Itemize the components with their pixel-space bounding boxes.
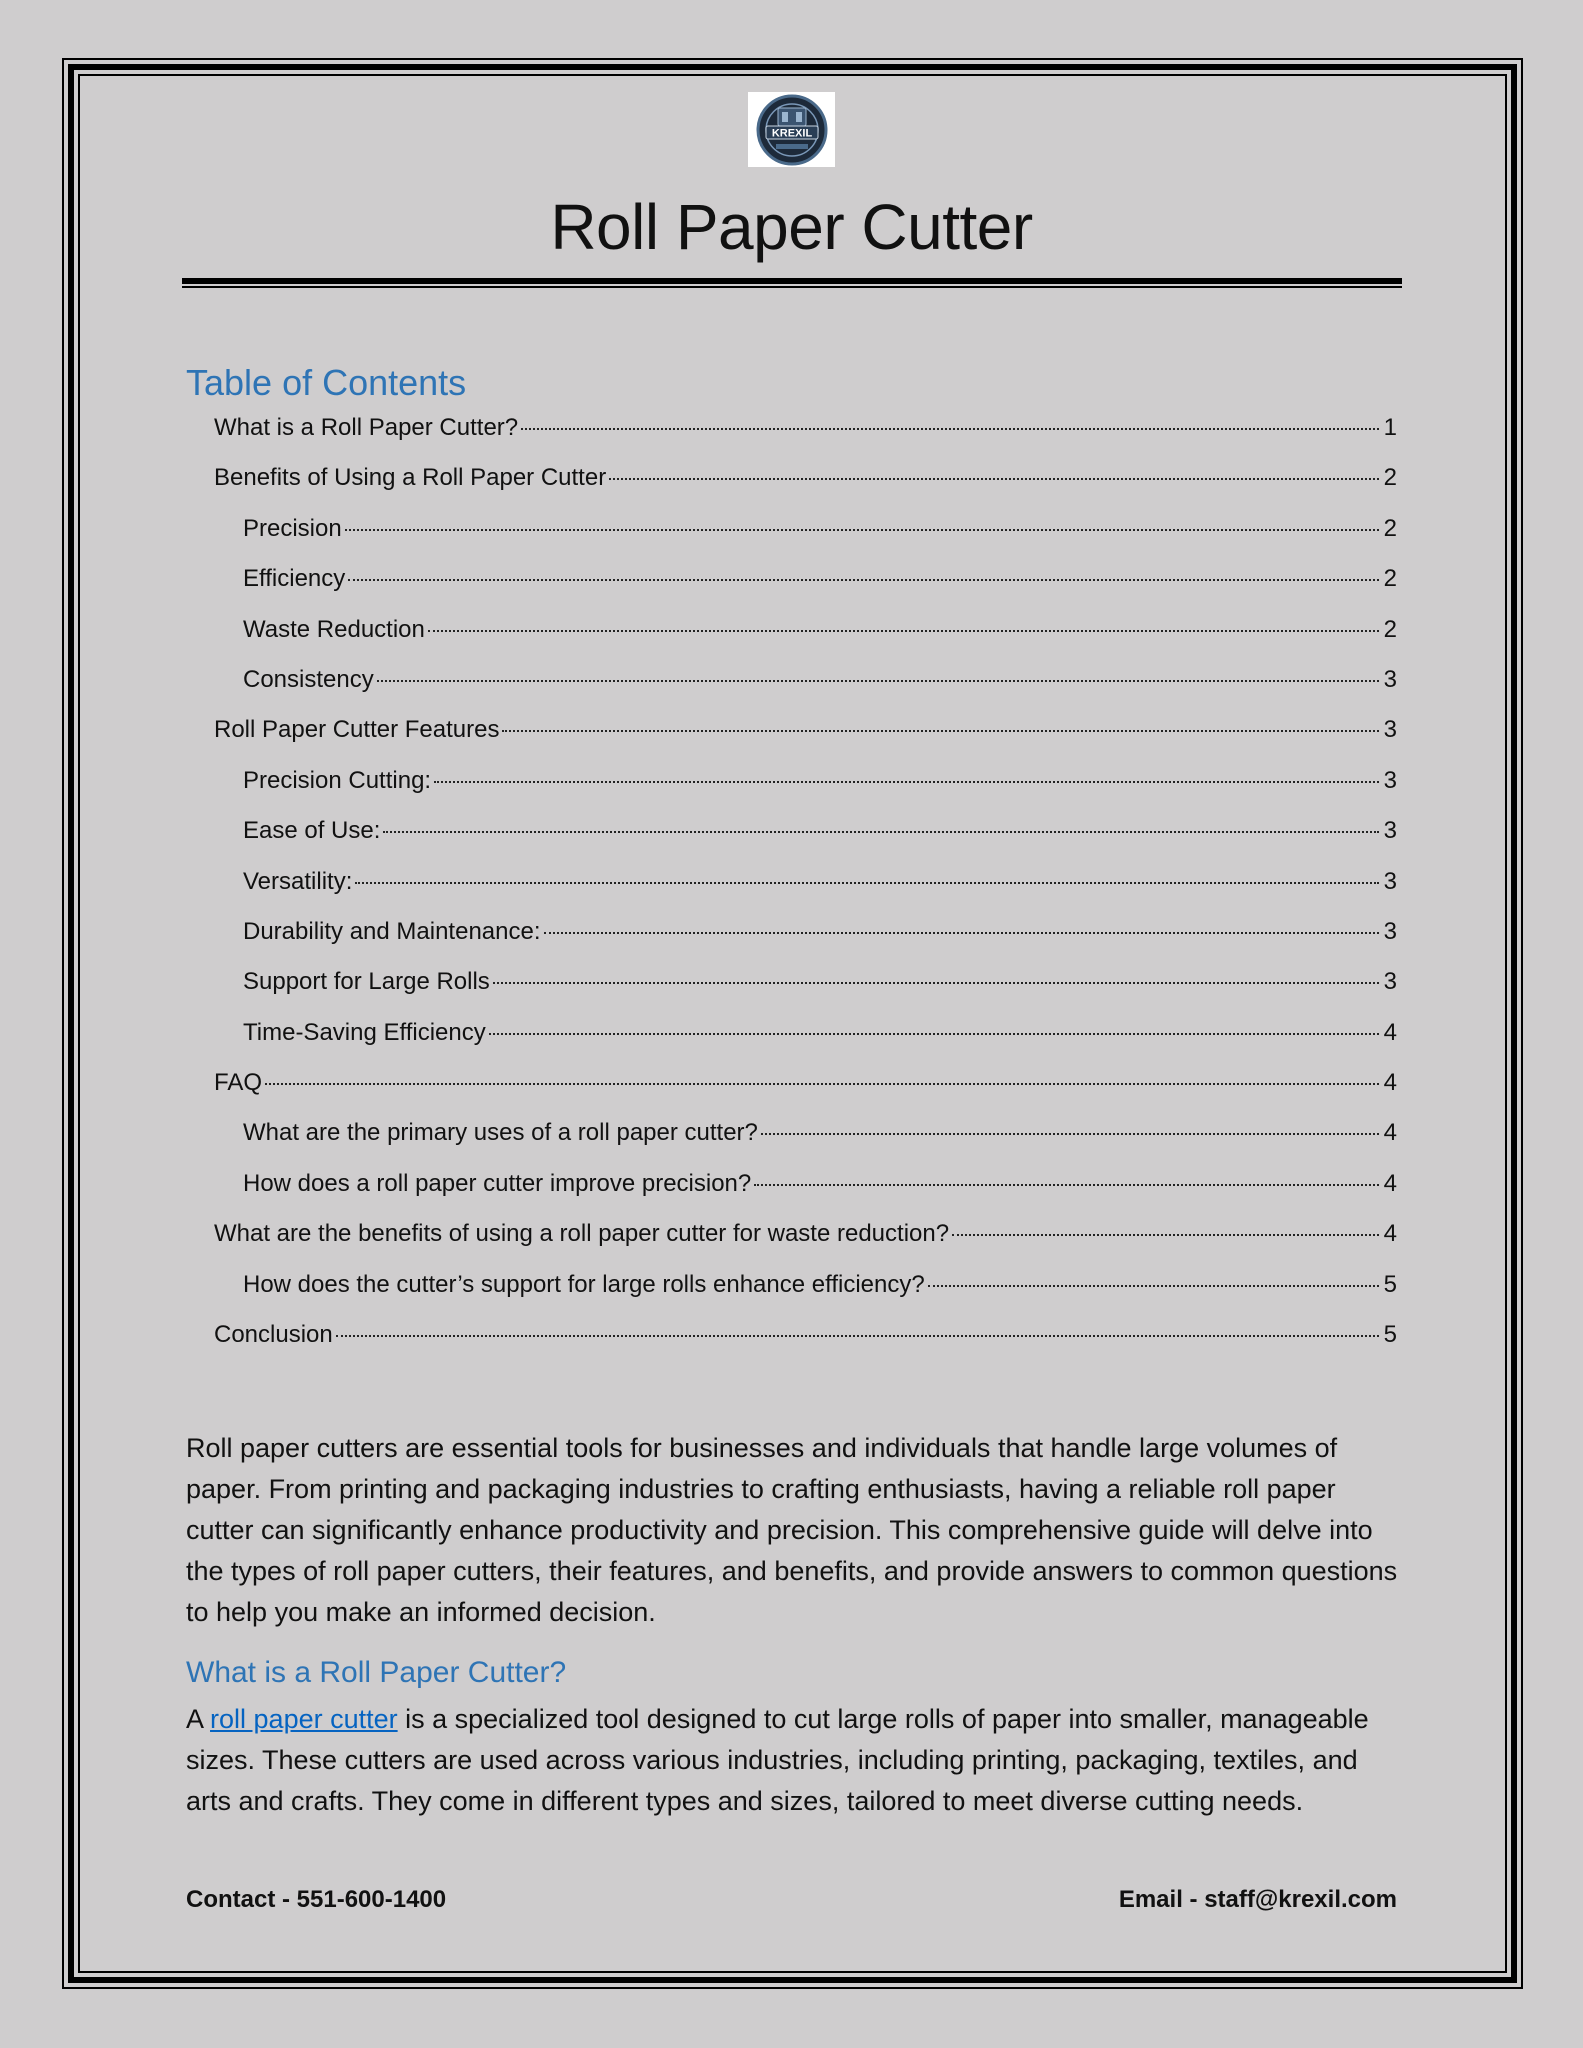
toc-page-number: 3 xyxy=(1383,766,1397,794)
toc-entry[interactable] xyxy=(186,918,1397,968)
toc-heading: Table of Contents xyxy=(186,362,467,403)
toc-entry-text: What are the primary uses of a roll paper cutter? xyxy=(243,1119,758,1147)
section-body-suffix: is a specialized tool designed to cut large rolls of paper into smaller, manageable sizes. These cutters are used across various industries, including printing, packaging, textiles, and arts and crafts. They come in different types and sizes, tailored to meet diverse cutting needs. xyxy=(186,1704,1369,1816)
toc-entry-text: Precision xyxy=(243,514,342,542)
toc-entry-text: FAQ xyxy=(214,1069,263,1097)
roll-paper-cutter-link[interactable]: roll paper cutter xyxy=(210,1704,398,1734)
toc-entry[interactable] xyxy=(186,1220,1397,1270)
footer-contact: Contact - 551-600-1400 xyxy=(186,1886,447,1913)
toc-entry-text: How does a roll paper cutter improve precision? xyxy=(243,1169,752,1197)
toc-entry[interactable] xyxy=(186,464,1397,514)
toc-page-number: 3 xyxy=(1383,968,1397,996)
toc-dot-leader xyxy=(377,680,1379,682)
toc-dot-leader xyxy=(348,579,1379,581)
toc-entry-text: Durability and Maintenance: xyxy=(243,917,541,945)
section-body xyxy=(186,1699,1402,1822)
toc-page-number: 3 xyxy=(1383,917,1397,945)
toc-dot-leader xyxy=(345,529,1379,531)
toc-entry-text: What is a Roll Paper Cutter? xyxy=(214,414,519,441)
toc-entry-text: Conclusion xyxy=(214,1321,333,1349)
toc-dot-leader xyxy=(952,1234,1379,1236)
toc-dot-leader xyxy=(493,982,1379,984)
title-divider xyxy=(182,278,1402,284)
intro-paragraph: Roll paper cutters are essential tools for businesses and individuals that handle large volumes of paper. From printing and packaging industries to crafting enthusiasts, having a reliable roll paper cutter can significantly enhance productivity and precision. This comprehensive guide will delve into the types of roll paper cutters, their features, and benefits, and provide answers to common questions to help you make an informed decision. xyxy=(186,1433,1398,1627)
toc-dot-leader xyxy=(502,730,1379,732)
table-of-contents xyxy=(186,414,1397,1371)
footer-email: Email - staff@krexil.com xyxy=(1118,1886,1397,1913)
toc-entry-text: How does the cutter’s support for large rolls enhance efficiency? xyxy=(243,1270,925,1298)
toc-entry[interactable] xyxy=(186,666,1397,716)
title-divider-thin xyxy=(182,286,1402,288)
toc-dot-leader xyxy=(428,630,1379,632)
toc-entry[interactable] xyxy=(186,1019,1397,1069)
toc-entry[interactable] xyxy=(186,968,1397,1018)
toc-entry-text: Ease of Use: xyxy=(243,817,381,845)
toc-entry[interactable] xyxy=(186,817,1397,867)
toc-dot-leader xyxy=(544,932,1379,934)
toc-entry[interactable] xyxy=(186,515,1397,565)
toc-dot-leader xyxy=(434,781,1379,783)
krexil-logo-graphic xyxy=(756,94,828,166)
logo-text: KREXIL xyxy=(771,127,812,139)
toc-entry-text: Versatility: xyxy=(243,867,353,895)
toc-page-number: 3 xyxy=(1383,716,1397,744)
toc-entry-text: Waste Reduction xyxy=(243,615,425,643)
toc-entry[interactable] xyxy=(186,1271,1397,1321)
toc-entry[interactable] xyxy=(186,1119,1397,1169)
toc-page-number: 5 xyxy=(1383,1270,1397,1298)
toc-entry[interactable] xyxy=(186,767,1397,817)
toc-entry-text: Precision Cutting: xyxy=(243,766,432,794)
toc-page-number: 4 xyxy=(1383,1069,1397,1097)
toc-entry[interactable] xyxy=(186,1170,1397,1220)
toc-entry-text: Roll Paper Cutter Features xyxy=(214,716,500,744)
toc-entry[interactable] xyxy=(186,565,1397,615)
toc-dot-leader xyxy=(609,478,1379,480)
toc-page-number: 2 xyxy=(1383,464,1397,492)
toc-entry-text: Support for Large Rolls xyxy=(243,968,490,996)
page-title: Roll Paper Cutter xyxy=(550,191,1033,263)
toc-entry[interactable] xyxy=(186,868,1397,918)
toc-page-number: 2 xyxy=(1383,514,1397,542)
toc-entry[interactable] xyxy=(186,1069,1397,1119)
toc-entry-text: Benefits of Using a Roll Paper Cutter xyxy=(214,464,607,492)
toc-page-number: 5 xyxy=(1383,1321,1397,1349)
toc-entry[interactable] xyxy=(186,414,1397,464)
toc-page-number: 3 xyxy=(1383,817,1397,845)
toc-page-number: 4 xyxy=(1383,1220,1397,1248)
toc-dot-leader xyxy=(761,1133,1379,1135)
toc-dot-leader xyxy=(336,1335,1379,1337)
toc-dot-leader xyxy=(265,1083,1379,1085)
toc-entry-text: Efficiency xyxy=(243,565,346,593)
toc-page-number: 4 xyxy=(1383,1119,1397,1147)
toc-dot-leader xyxy=(521,428,1379,430)
toc-dot-leader xyxy=(355,882,1379,884)
toc-entry[interactable] xyxy=(186,616,1397,666)
toc-entry-text: Consistency xyxy=(243,665,374,693)
toc-page-number: 4 xyxy=(1383,1018,1397,1046)
toc-dot-leader xyxy=(928,1285,1379,1287)
toc-page-number: 4 xyxy=(1383,1169,1397,1197)
section-body-prefix: A xyxy=(186,1704,211,1734)
toc-dot-leader xyxy=(383,831,1379,833)
section-heading: What is a Roll Paper Cutter? xyxy=(186,1656,567,1689)
toc-entry[interactable] xyxy=(186,716,1397,766)
krexil-logo-icon xyxy=(748,92,835,167)
toc-page-number: 3 xyxy=(1383,665,1397,693)
toc-entry-text: What are the benefits of using a roll paper cutter for waste reduction? xyxy=(214,1220,950,1248)
toc-dot-leader xyxy=(754,1184,1379,1186)
toc-page-number: 2 xyxy=(1383,615,1397,643)
toc-page-number: 1 xyxy=(1383,414,1397,441)
toc-page-number: 2 xyxy=(1383,565,1397,593)
toc-dot-leader xyxy=(489,1033,1379,1035)
toc-page-number: 3 xyxy=(1383,867,1397,895)
toc-entry-text: Time-Saving Efficiency xyxy=(243,1018,486,1046)
toc-entry[interactable] xyxy=(186,1321,1397,1371)
